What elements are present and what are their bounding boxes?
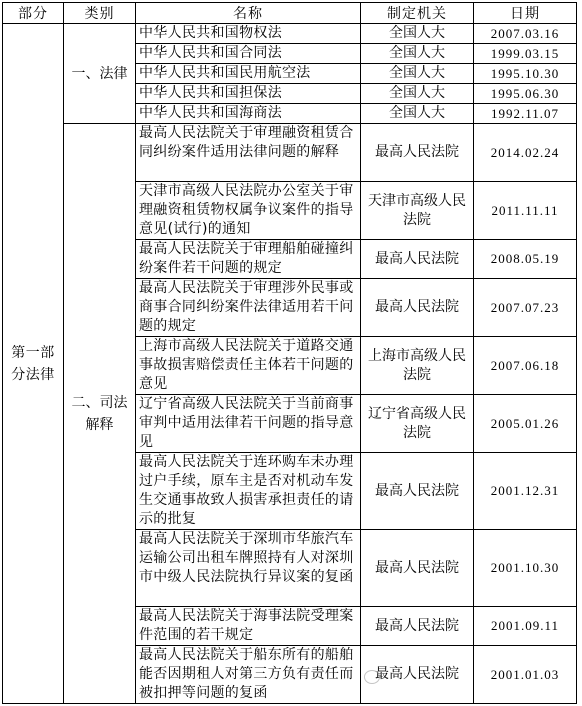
law-authority: 全国人大 xyxy=(361,24,474,44)
interpretation-authority: 最高人民法院 xyxy=(361,124,474,182)
interpretation-name: 最高人民法院关于深圳市华旅汽车运输公司出租车牌照持有人对深圳市中级人民法院执行异议案的复函 xyxy=(136,530,361,607)
law-date: 2007.03.16 xyxy=(474,24,577,44)
interpretation-name: 最高人民法院关于审理融资租赁合同纠纷案件适用法律问题的解释 xyxy=(136,124,361,182)
law-list-table xyxy=(2,2,577,704)
law-name: 中华人民共和国物权法 xyxy=(136,24,361,44)
interpretation-authority: 最高人民法院 xyxy=(361,453,474,530)
interpretation-authority: 最高人民法院 xyxy=(361,240,474,279)
interpretation-date: 2008.05.19 xyxy=(474,240,577,279)
interpretation-name: 最高人民法院关于审理船舶碰撞纠纷案件若干问题的规定 xyxy=(136,240,361,279)
law-date: 1995.06.30 xyxy=(474,84,577,104)
interpretation-name: 最高人民法院关于连环购车未办理过户手续，原车主是否对机动车发生交通事故致人损害承担责任的请示的批复 xyxy=(136,453,361,530)
interpretation-name: 上海市高级人民法院关于道路交通事故损害赔偿责任主体若干问题的意见 xyxy=(136,337,361,395)
header-part: 部分 xyxy=(3,3,64,24)
law-date: 1995.10.30 xyxy=(474,64,577,84)
part-cell: 第一部分法律 xyxy=(3,24,64,704)
interpretation-date: 2007.07.23 xyxy=(474,279,577,337)
table-row xyxy=(3,24,577,44)
interpretation-name: 最高人民法院关于船东所有的船舶能否因期租人对第三方负有责任而被扣押等问题的复函 xyxy=(136,646,361,704)
header-authority: 制定机关 xyxy=(361,3,474,24)
law-date: 1992.11.07 xyxy=(474,104,577,124)
header-name: 名称 xyxy=(136,3,361,24)
law-name: 中华人民共和国海商法 xyxy=(136,104,361,124)
table-row xyxy=(3,124,577,182)
interpretation-authority: 最高人民法院 xyxy=(361,279,474,337)
law-authority: 全国人大 xyxy=(361,104,474,124)
law-name: 中华人民共和国民用航空法 xyxy=(136,64,361,84)
interpretation-date: 2011.11.11 xyxy=(474,182,577,240)
interpretation-authority: 辽宁省高级人民法院 xyxy=(361,395,474,453)
interpretation-date: 2007.06.18 xyxy=(474,337,577,395)
interpretation-name: 辽宁省高级人民法院关于当前商事审判中适用法律若干问题的指导意见 xyxy=(136,395,361,453)
interpretation-authority: 最高人民法院 xyxy=(361,646,474,704)
interpretation-authority: 最高人民法院 xyxy=(361,607,474,646)
law-authority: 全国人大 xyxy=(361,44,474,64)
header-row xyxy=(3,3,577,24)
interpretation-date: 2005.01.26 xyxy=(474,395,577,453)
interpretation-authority: 最高人民法院 xyxy=(361,530,474,607)
interpretation-name: 最高人民法院关于审理涉外民事或商事合同纠纷案件法律适用若干问题的规定 xyxy=(136,279,361,337)
interpretation-name: 最高人民法院关于海事法院受理案件范围的若干规定 xyxy=(136,607,361,646)
law-authority: 全国人大 xyxy=(361,64,474,84)
header-category: 类别 xyxy=(64,3,136,24)
category-law: 一、法律 xyxy=(64,24,136,124)
interpretation-date: 2001.12.31 xyxy=(474,453,577,530)
law-name: 中华人民共和国担保法 xyxy=(136,84,361,104)
law-name: 中华人民共和国合同法 xyxy=(136,44,361,64)
interpretation-date: 2001.10.30 xyxy=(474,530,577,607)
law-date: 1999.03.15 xyxy=(474,44,577,64)
law-authority: 全国人大 xyxy=(361,84,474,104)
document-page xyxy=(2,2,577,704)
interpretation-name: 天津市高级人民法院办公室关于审理融资租赁物权属争议案件的指导意见(试行)的通知 xyxy=(136,182,361,240)
interpretation-date: 2001.01.03 xyxy=(474,646,577,704)
interpretation-date: 2001.09.11 xyxy=(474,607,577,646)
interpretation-authority: 天津市高级人民法院 xyxy=(361,182,474,240)
header-date: 日期 xyxy=(474,3,577,24)
interpretation-date: 2014.02.24 xyxy=(474,124,577,182)
category-interpretation: 二、司法解释 xyxy=(64,124,136,704)
interpretation-authority: 上海市高级人民法院 xyxy=(361,337,474,395)
